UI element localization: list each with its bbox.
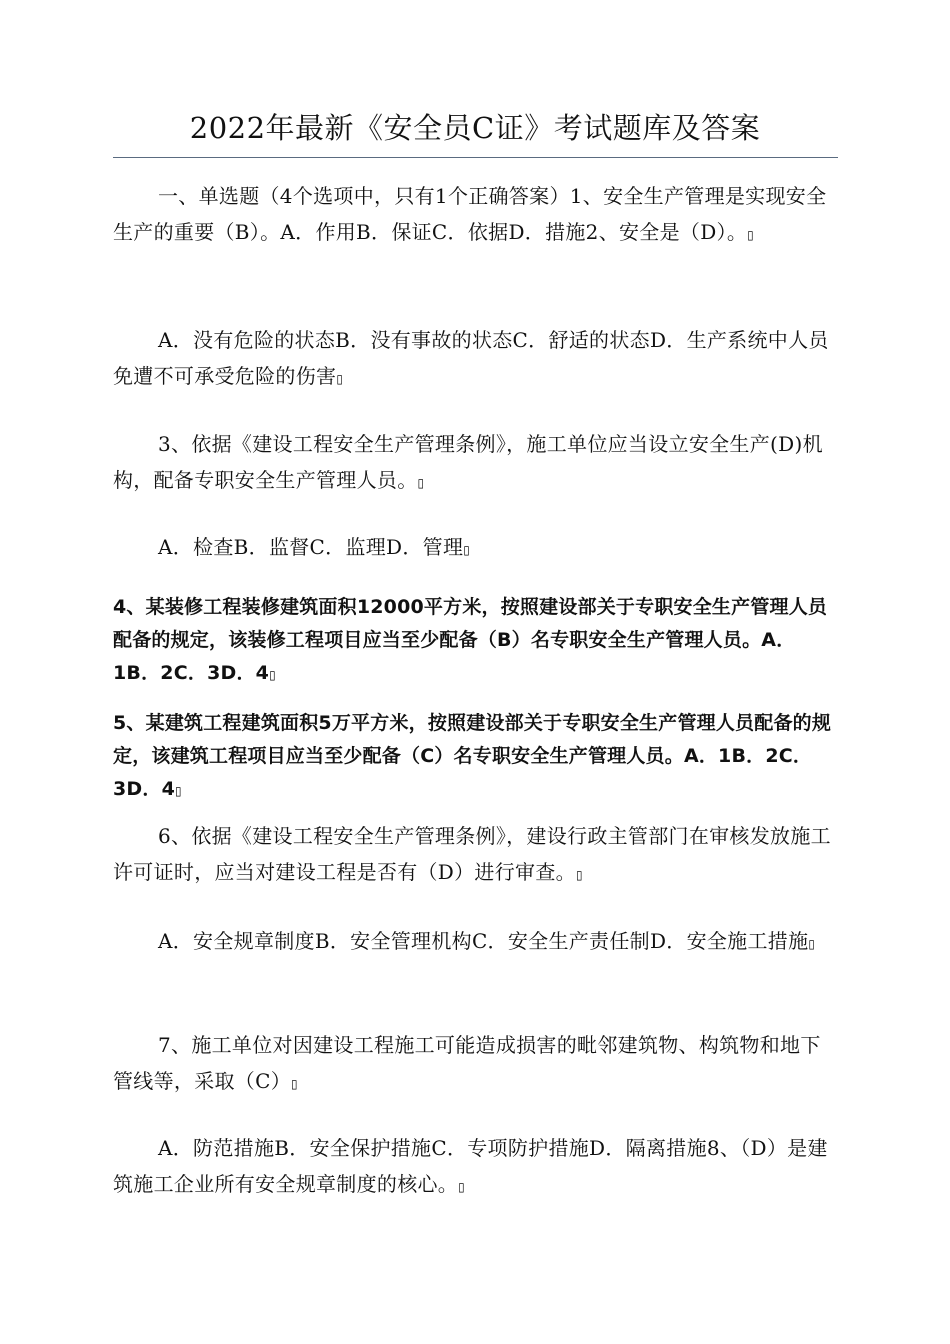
paragraph-text: 3、依据《建设工程安全生产管理条例》，施工单位应当设立安全生产(D)机构，配备专职安全生产管理人员。	[113, 432, 823, 492]
paragraph-6	[113, 707, 838, 808]
paragraph-text: 7、施工单位对因建设工程施工可能造成损害的毗邻建筑物、构筑物和地下管线等，采取（C）	[113, 1033, 821, 1093]
paragraph-1	[113, 178, 838, 253]
paragraph-7	[113, 818, 838, 893]
paragraph-mark: ▯	[458, 1180, 465, 1194]
title-divider	[113, 157, 838, 158]
paragraph-8	[113, 923, 838, 962]
paragraph-9	[113, 1027, 838, 1102]
paragraph-text: A．防范措施B．安全保护措施C．专项防护措施D．隔离措施8、（D）是建筑施工企业所有安全规章制度的核心。	[113, 1136, 828, 1196]
paragraph-mark: ▯	[747, 228, 754, 242]
paragraph-4	[113, 529, 838, 568]
paragraph-text: A．没有危险的状态B．没有事故的状态C．舒适的状态D．生产系统中人员免遭不可承受危险的伤害	[113, 328, 829, 388]
paragraph-3	[113, 426, 838, 501]
paragraph-text: A．安全规章制度B．安全管理机构C．安全生产责任制D．安全施工措施	[158, 929, 809, 953]
paragraph-text: 6、依据《建设工程安全生产管理条例》，建设行政主管部门在审核发放施工许可证时，应当对建设工程是否有（D）进行审查。	[113, 824, 831, 884]
document-title: 2022年最新《安全员C证》考试题库及答案	[189, 111, 761, 145]
paragraph-text: 一、单选题（4个选项中，只有1个正确答案）1、安全生产管理是实现安全生产的重要（B）。A．作用B．保证C．依据D．措施2、安全是（D）。	[113, 184, 827, 244]
paragraph-mark: ▯	[575, 868, 583, 882]
paragraph-mark: ▯	[336, 372, 343, 386]
paragraph-mark: ▯	[269, 668, 276, 682]
paragraph-text: 4、某装修工程装修建筑面积12000平方米，按照建设部关于专职安全生产管理人员配备的规定，该装修工程项目应当至少配备（B）名专职安全生产管理人员。A．1B．2C．3D．4	[113, 596, 828, 684]
paragraph-mark: ▯	[417, 476, 425, 490]
paragraph-2	[113, 322, 838, 397]
paragraph-text: 5、某建筑工程建筑面积5万平方米，按照建设部关于专职安全生产管理人员配备的规定，该建筑工程项目应当至少配备（C）名专职安全生产管理人员。A．1B．2C．3D．4	[113, 712, 832, 800]
paragraph-10	[113, 1130, 838, 1205]
paragraph-mark: ▯	[291, 1077, 298, 1091]
paragraph-5	[113, 591, 838, 692]
paragraph-text: A．检查B．监督C．监理D．管理	[158, 535, 464, 559]
paragraph-mark: ▯	[808, 937, 815, 951]
paragraph-mark: ▯	[463, 543, 470, 557]
paragraph-mark: ▯	[175, 784, 182, 798]
